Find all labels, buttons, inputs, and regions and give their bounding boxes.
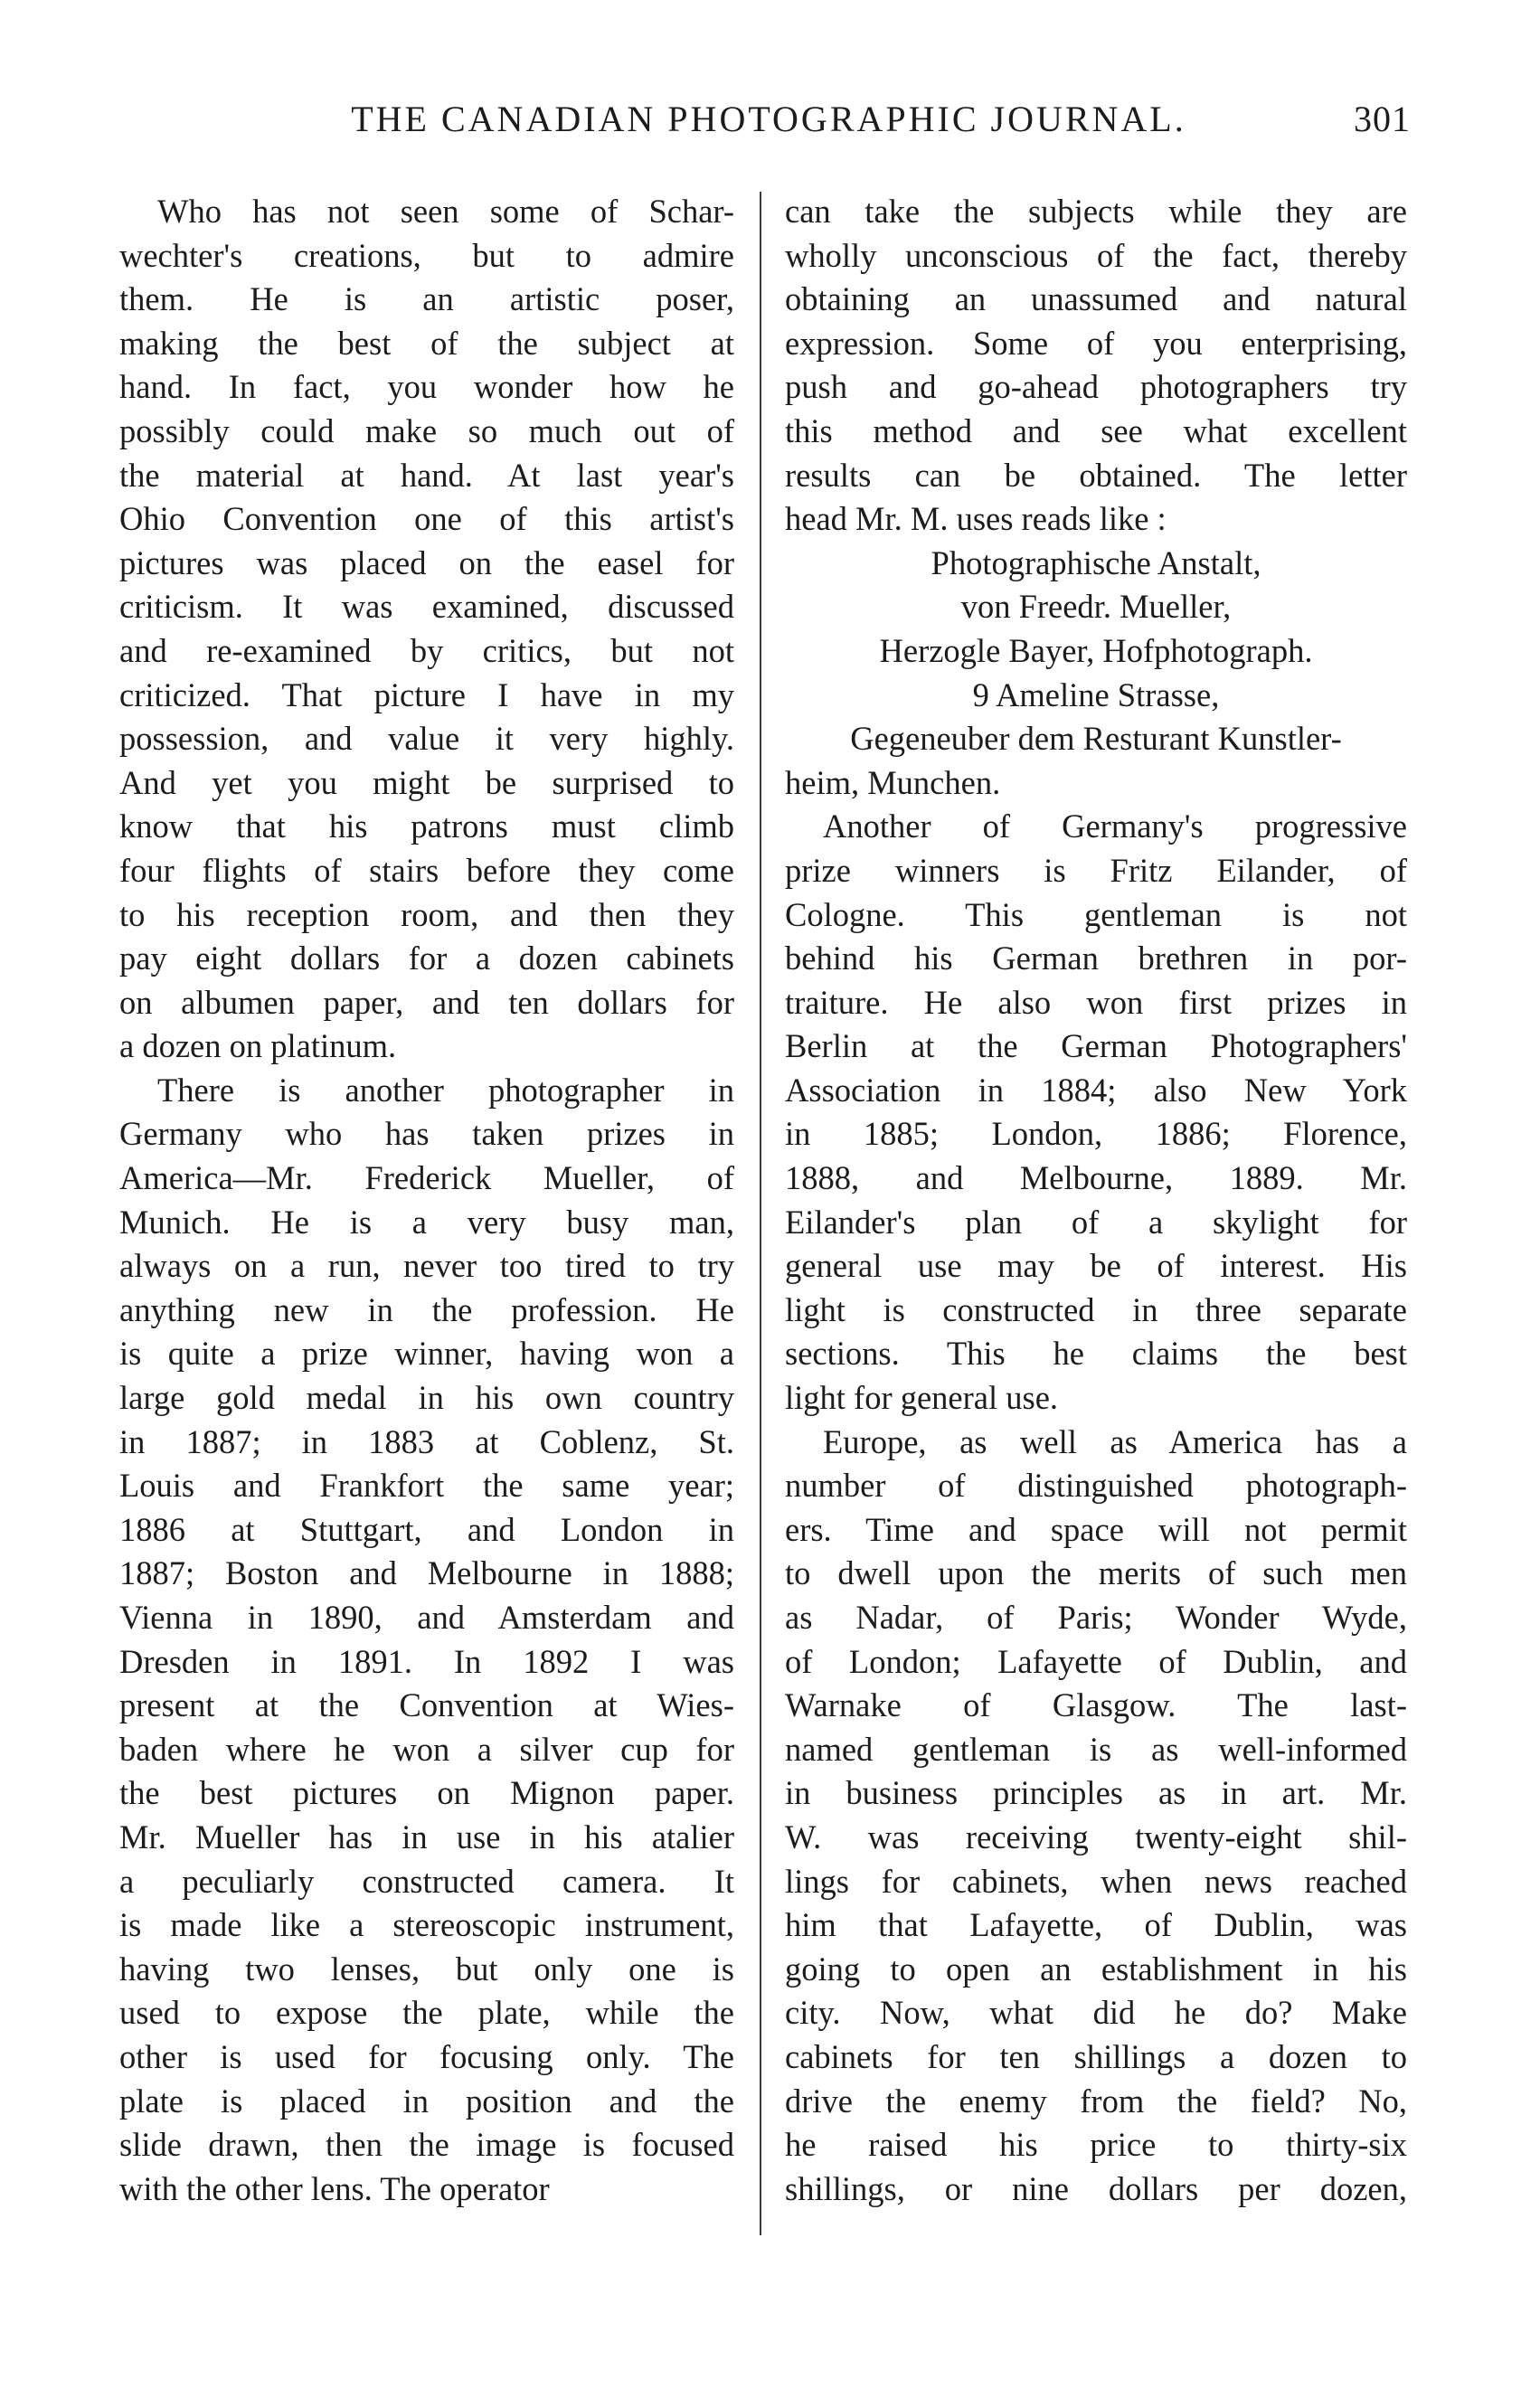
text-line: W. was receiving twenty-eight shil- xyxy=(785,1818,1407,1855)
text-line: in 1887; in 1883 at Coblenz, St. xyxy=(119,1422,734,1460)
paragraph xyxy=(119,1069,734,2211)
text-line: this method and see what excellent xyxy=(785,411,1407,449)
text-line: 1887; Boston and Melbourne in 1888; xyxy=(119,1554,734,1592)
text-line: lings for cabinets, when news reached xyxy=(785,1862,1407,1900)
text-line: on albumen paper, and ten dollars for xyxy=(119,983,734,1021)
running-title: THE CANADIAN PHOTOGRAPHIC JOURNAL. xyxy=(351,99,1186,139)
text-line: baden where he won a silver cup for xyxy=(119,1730,734,1768)
text-line: large gold medal in his own country xyxy=(119,1379,734,1417)
text-line: ers. Time and space will not permit xyxy=(785,1510,1407,1548)
text-line: cabinets for ten shillings a dozen to xyxy=(785,2037,1407,2075)
letterhead-text xyxy=(785,542,1407,806)
text-line: sections. This he claims the best xyxy=(785,1335,1407,1373)
text-line: expression. Some of you enterprising, xyxy=(785,324,1407,362)
text-line: wholly unconscious of the fact, thereby xyxy=(785,236,1407,274)
text-line: number of distinguished photograph- xyxy=(785,1467,1407,1505)
left-column xyxy=(119,190,734,2211)
text-line: he raised his price to thirty-six xyxy=(785,2126,1407,2164)
text-line: criticized. That picture I have in my xyxy=(119,675,734,713)
text-line: of London; Lafayette of Dublin, and xyxy=(785,1642,1407,1680)
text-line: can take the subjects while they are xyxy=(785,193,1407,230)
text-line: Louis and Frankfort the same year; xyxy=(119,1467,734,1505)
paragraph xyxy=(785,190,1407,542)
text-line: to dwell upon the merits of such men xyxy=(785,1554,1407,1592)
text-line: him that Lafayette, of Dublin, was xyxy=(785,1906,1407,1944)
text-line: general use may be of interest. His xyxy=(785,1247,1407,1285)
text-line: Dresden in 1891. In 1892 I was xyxy=(119,1642,734,1680)
text-line: light for general use. xyxy=(785,1379,1059,1417)
text-line: a peculiarly constructed camera. It xyxy=(119,1862,734,1900)
text-line: criticism. It was examined, discussed xyxy=(119,588,734,626)
page-number: 301 xyxy=(1354,99,1411,139)
text-line: four flights of stairs before they come xyxy=(119,851,734,889)
text-line: Berlin at the German Photographers' xyxy=(785,1027,1407,1065)
right-column xyxy=(785,190,1407,2211)
text-line: head Mr. M. uses reads like : xyxy=(785,500,1167,538)
text-line: know that his patrons must climb xyxy=(119,807,734,845)
text-line: present at the Convention at Wies- xyxy=(119,1686,734,1724)
page-header xyxy=(127,98,1411,152)
text-line: Munich. He is a very busy man, xyxy=(119,1203,734,1241)
text-line: behind his German brethren in por- xyxy=(785,940,1407,977)
text-line: heim, Munchen. xyxy=(785,763,1001,801)
text-line: in 1885; London, 1886; Florence, xyxy=(785,1115,1407,1153)
text-line: pictures was placed on the easel for xyxy=(119,543,734,581)
text-line: is quite a prize winner, having won a xyxy=(119,1335,734,1373)
text-line: is made like a stereoscopic instrument, xyxy=(119,1906,734,1944)
text-line: Who has not seen some of Schar- xyxy=(157,193,734,230)
paragraph xyxy=(119,190,734,1069)
paragraph xyxy=(785,1421,1407,2212)
text-line: used to expose the plate, while the xyxy=(119,1994,734,2032)
text-line: with the other lens. The operator xyxy=(119,2169,550,2207)
text-line: And yet you might be surprised to xyxy=(119,763,734,801)
text-line: Another of Germany's progressive xyxy=(823,807,1407,845)
text-line: possession, and value it very highly. xyxy=(119,720,734,758)
text-line: possibly could make so much out of xyxy=(119,411,734,449)
text-line: drive the enemy from the field? No, xyxy=(785,2082,1407,2120)
text-line: Germany who has taken prizes in xyxy=(119,1115,734,1153)
text-line: going to open an establishment in his xyxy=(785,1950,1407,1988)
text-line: Association in 1884; also New York xyxy=(785,1071,1407,1109)
text-line: 1888, and Melbourne, 1889. Mr. xyxy=(785,1159,1407,1197)
text-line: von Freedr. Mueller, xyxy=(960,588,1232,626)
text-line: as Nadar, of Paris; Wonder Wyde, xyxy=(785,1599,1407,1636)
text-line: to his reception room, and then they xyxy=(119,895,734,933)
text-line: a dozen on platinum. xyxy=(119,1027,397,1065)
text-line: plate is placed in position and the xyxy=(119,2082,734,2120)
text-line: obtaining an unassumed and natural xyxy=(785,280,1407,318)
text-line: Europe, as well as America has a xyxy=(823,1422,1407,1460)
text-line: prize winners is Fritz Eilander, of xyxy=(785,851,1407,889)
text-line: Herzogle Bayer, Hofphotograph. xyxy=(879,631,1313,669)
text-line: and re-examined by critics, but not xyxy=(119,631,734,669)
text-line: Gegeneuber dem Resturant Kunstler- xyxy=(850,720,1342,758)
text-line: in business principles as in art. Mr. xyxy=(785,1774,1407,1812)
text-line: slide drawn, then the image is focused xyxy=(119,2126,734,2164)
text-line: wechter's creations, but to admire xyxy=(119,236,734,274)
text-line: Vienna in 1890, and Amsterdam and xyxy=(119,1599,734,1636)
text-line: the best pictures on Mignon paper. xyxy=(119,1774,734,1812)
text-line: push and go-ahead photographers try xyxy=(785,368,1407,406)
text-line: making the best of the subject at xyxy=(119,324,734,362)
text-line: always on a run, never too tired to try xyxy=(119,1247,734,1285)
text-line: other is used for focusing only. The xyxy=(119,2037,734,2075)
text-line: anything new in the profession. He xyxy=(119,1290,734,1328)
text-line: Ohio Convention one of this artist's xyxy=(119,500,734,538)
text-line: the material at hand. At last year's xyxy=(119,456,734,494)
text-line: named gentleman is as well-informed xyxy=(785,1730,1407,1768)
letterhead-quote xyxy=(785,542,1407,806)
text-line: shillings, or nine dollars per dozen, xyxy=(785,2169,1407,2207)
text-line: Photographische Anstalt, xyxy=(931,543,1261,581)
text-line: results can be obtained. The letter xyxy=(785,456,1407,494)
text-line: There is another photographer in xyxy=(157,1071,734,1109)
column-divider xyxy=(760,192,761,2235)
text-line: pay eight dollars for a dozen cabinets xyxy=(119,940,734,977)
text-line: Mr. Mueller has in use in his atalier xyxy=(119,1818,734,1855)
text-line: traiture. He also won first prizes in xyxy=(785,983,1407,1021)
text-line: hand. In fact, you wonder how he xyxy=(119,368,734,406)
text-line: America—Mr. Frederick Mueller, of xyxy=(119,1159,734,1197)
text-line: 1886 at Stuttgart, and London in xyxy=(119,1510,734,1548)
text-line: Warnake of Glasgow. The last- xyxy=(785,1686,1407,1724)
text-line: having two lenses, but only one is xyxy=(119,1950,734,1988)
text-line: city. Now, what did he do? Make xyxy=(785,1994,1407,2032)
text-line: light is constructed in three separate xyxy=(785,1290,1407,1328)
text-line: them. He is an artistic poser, xyxy=(119,280,734,318)
text-line: Eilander's plan of a skylight for xyxy=(785,1203,1407,1241)
text-line: Cologne. This gentleman is not xyxy=(785,895,1407,933)
paragraph xyxy=(785,805,1407,1420)
text-line: 9 Ameline Strasse, xyxy=(972,675,1220,713)
